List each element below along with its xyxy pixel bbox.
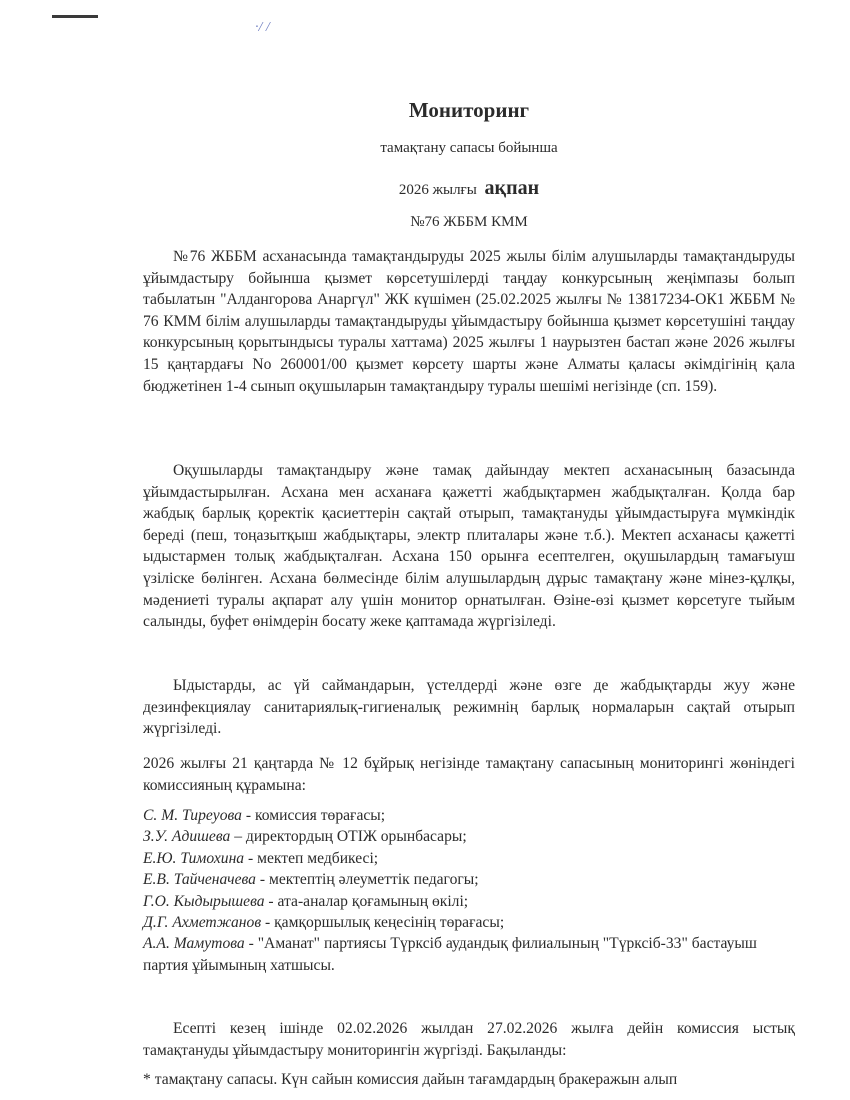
commission-member <box>143 891 795 912</box>
scan-artifact: ·/ / <box>255 20 270 35</box>
member-name: Е.Ю. Тимохина <box>143 849 245 867</box>
scan-mark <box>52 15 98 18</box>
member-role: - "Аманат" партиясы Түрксіб аудандық филиалының "Түрксіб-33" бастауыш партия ұйымының хатшысы. <box>143 935 757 974</box>
paragraph-sanitation: Ыдыстарды, ас үй саймандарын, үстелдерді және өзге де жабдықтарды жуу және дезинфекциялау санитариялық-гигиеналық режимнің барлық нормаларын сақтай отырып жүргізіледі. <box>143 677 795 738</box>
member-role: - мектеп медбикесі; <box>244 849 379 867</box>
member-name: З.У. Адишева <box>143 828 231 846</box>
commission-member <box>143 805 795 826</box>
commission-members-list <box>143 805 795 976</box>
paragraph-commission-order: 2026 жылғы 21 қаңтарда № 12 бұйрық негізінде тамақтану сапасының мониторингі жөніндегі комиссияның құрамына: <box>143 755 795 794</box>
member-name: С. М. Тиреуова <box>143 807 242 824</box>
member-role: - қамқоршылық кеңесінің төрағасы; <box>261 914 505 932</box>
member-name: Е.В. Тайченачева <box>143 871 256 889</box>
member-name: Д.Г. Ахметжанов <box>143 914 262 932</box>
paragraph-food-quality-bullet: * тамақтану сапасы. Күн сайын комиссия дайын тағамдардың бракеражын алып <box>143 1071 678 1088</box>
member-name: Г.О. Кыдырышева <box>143 892 265 910</box>
commission-member <box>143 933 795 976</box>
commission-member <box>143 869 795 890</box>
school-name: №76 ЖББМ КММ <box>410 214 528 230</box>
paragraph-canteen-equipment: Оқушыларды тамақтандыру және тамақ дайындау мектеп асханасының базасында ұйымдастырылған. Асхана мен асханаға қажетті жабдықтармен жабдықталған. Қолда бар жабдық барлық қоректік қасиеттерін сақтай отырып, тамақтануды ұйымдастыруға мүмкіндік береді (пеш, тоңазытқыш жабдықтары, электр плиталары және т.б.). Мектеп асханасы қажетті ыдыстармен толық жабдықталған. Асхана 150 орынға есептелген, оқушылардың тамағыуш үзіліске бөлінген. Асхана бөлмесінде білім алушылардың дұрыс тамақтану және мінез-құлқы, мәдениеті туралы ақпарат алу үшін монитор орнатылған. Өзіне-өзі қызмет көрсетуге тыйым салынды, буфет өнімдерін босату жеке қаптамада жүргізіледі. <box>143 462 795 631</box>
commission-member <box>143 826 795 847</box>
report-period <box>143 177 795 200</box>
document-title: Мониторинг <box>408 98 530 122</box>
commission-member <box>143 848 795 869</box>
period-month: ақпан <box>484 177 540 199</box>
member-role: - ата-аналар қоғамының өкілі; <box>264 892 469 910</box>
paragraph-catering-basis: №76 ЖББМ асханасында тамақтандыруды 2025 жылы білім алушыларды тамақтандыруды ұйымдастыру бойынша қызмет көрсетушілерді таңдау конкурсының жеңімпазы болып табылатын "Алдангорова Анаргүл" ЖК күшімен (25.02.2025 жылғы № 13817234-ОК1 ЖББМ № 76 КММ білім алушыларды тамақтандыруды ұйымдастыру бойынша қызмет көрсетушіні таңдау конкурсының қорытындысы туралы хаттама) 2025 жылғы 1 наурызтен бастап және 2026 жылғы 15 қаңтардағы No 260001/00 қызмет көрсету шарты және Алматы қаласы әкімдігінің қала бюджетінен 1-4 сынып оқушыларын тамақтандыру туралы шешімі негізінде (сп. 159). <box>143 248 795 395</box>
period-year: 2026 жылғы <box>398 182 477 198</box>
document-subtitle: тамақтану сапасы бойынша <box>380 140 558 156</box>
member-name: А.А. Мамутова <box>143 935 245 953</box>
member-role: - комиссия төрағасы; <box>241 807 386 824</box>
member-role: – директордың ОТІЖ орынбасары; <box>230 828 467 846</box>
paragraph-reporting-period: Есепті кезең ішінде 02.02.2026 жылдан 27.02.2026 жылға дейін комиссия ыстық тамақтануды ұйымдастыру мониторингін жүргізді. Бақыланды: <box>143 1020 795 1059</box>
commission-member <box>143 912 795 933</box>
member-role: - мектептің әлеуметтік педагогы; <box>255 871 479 889</box>
